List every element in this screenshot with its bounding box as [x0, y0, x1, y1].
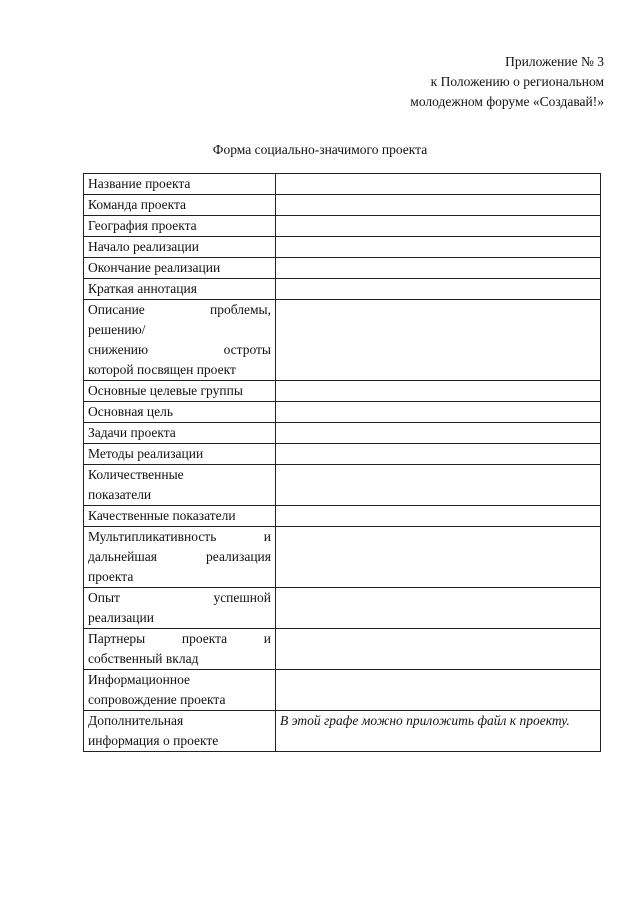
form-row	[84, 300, 601, 381]
form-row-value[interactable]	[276, 465, 601, 506]
form-row-value[interactable]: В этой графе можно приложить файл к проекту.	[276, 711, 601, 752]
form-row	[84, 402, 601, 423]
form-row-value[interactable]	[276, 444, 601, 465]
form-row-label-word: успешной	[213, 590, 271, 605]
form-row-label: Основные целевые группы	[84, 381, 276, 402]
form-row-label-word: Опыт	[88, 590, 120, 605]
form-row-label-word: реализация	[206, 549, 271, 564]
form-row-label-word: Количественные	[88, 467, 184, 482]
form-row-label-line	[88, 629, 271, 649]
form-row-label-word: сопровождение проекта	[88, 692, 226, 707]
form-row-label-word: Партнеры	[88, 631, 146, 646]
form-row	[84, 381, 601, 402]
form-row	[84, 588, 601, 629]
form-row	[84, 258, 601, 279]
form-row-value[interactable]	[276, 279, 601, 300]
form-row-value[interactable]	[276, 258, 601, 279]
form-row-label-word: проблемы,	[210, 302, 271, 317]
form-row-label-line	[88, 485, 271, 505]
form-row-label-line	[88, 608, 271, 628]
form-row-value[interactable]	[276, 174, 601, 195]
form-row-label	[84, 629, 276, 670]
project-form-table	[83, 173, 601, 752]
form-row-label-word: собственный вклад	[88, 651, 199, 666]
form-row-label	[84, 465, 276, 506]
form-row-value[interactable]	[276, 423, 601, 444]
form-row-label-line	[88, 320, 271, 340]
appendix-number: Приложение № 3	[505, 54, 604, 69]
form-row-label-word: снижению	[88, 342, 149, 357]
form-row-label	[84, 670, 276, 711]
form-row	[84, 527, 601, 588]
form-row-value[interactable]	[276, 300, 601, 381]
document-title: Форма социально-значимого проекта	[212, 142, 428, 157]
form-row-label: Название проекта	[84, 174, 276, 195]
form-row-label-word: остроты	[223, 342, 271, 357]
form-row	[84, 444, 601, 465]
form-row	[84, 506, 601, 527]
form-row-value[interactable]	[276, 381, 601, 402]
form-row-label-line	[88, 588, 271, 608]
form-row-label-line	[88, 527, 271, 547]
appendix-forum-name: молодежном форуме «Создавай!»	[410, 94, 604, 109]
form-row-label-line	[88, 731, 271, 751]
form-row-label-word: показатели	[88, 487, 152, 502]
form-row	[84, 423, 601, 444]
form-row-label-word: Описание	[88, 302, 145, 317]
form-row	[84, 237, 601, 258]
form-row-label-line	[88, 670, 271, 690]
form-row-label	[84, 588, 276, 629]
form-row-label: Методы реализации	[84, 444, 276, 465]
form-row-label-word: реализации	[88, 610, 154, 625]
form-row-label-word: которой посвящен проект	[88, 362, 236, 377]
form-row-label-word: проекта	[181, 631, 228, 646]
form-row-label	[84, 300, 276, 381]
form-row-label-line	[88, 300, 271, 320]
form-row-value[interactable]	[276, 402, 601, 423]
form-row-label: Задачи проекта	[84, 423, 276, 444]
form-row-label-line	[88, 711, 271, 731]
form-row-label-word: и	[263, 631, 271, 646]
form-row-value[interactable]	[276, 670, 601, 711]
form-row-label: Основная цель	[84, 402, 276, 423]
form-row-value[interactable]	[276, 527, 601, 588]
form-row-label-line	[88, 340, 271, 360]
form-row-label: География проекта	[84, 216, 276, 237]
form-row-label-word: проекта	[88, 569, 134, 584]
form-row-label-word: Мультипликативность	[88, 529, 217, 544]
form-row-label-word: информация о проекте	[88, 733, 219, 748]
appendix-header	[410, 52, 604, 112]
form-row-value[interactable]	[276, 506, 601, 527]
form-row	[84, 711, 601, 752]
form-row-value[interactable]	[276, 216, 601, 237]
form-row-label-word: решению/	[88, 322, 146, 337]
form-row	[84, 216, 601, 237]
form-row-label-line	[88, 690, 271, 710]
form-row	[84, 465, 601, 506]
form-row-value[interactable]	[276, 195, 601, 216]
form-row-label-word: Информационное	[88, 672, 191, 687]
form-row-label: Краткая аннотация	[84, 279, 276, 300]
form-row-value[interactable]	[276, 237, 601, 258]
form-row	[84, 279, 601, 300]
form-row	[84, 629, 601, 670]
form-row-label-word: и	[263, 529, 271, 544]
appendix-reference: к Положению о региональном	[430, 74, 604, 89]
form-row-label-line	[88, 465, 271, 485]
form-row	[84, 174, 601, 195]
form-row-label: Качественные показатели	[84, 506, 276, 527]
form-row-label-line	[88, 567, 271, 587]
form-row-label-word: Дополнительная	[88, 713, 184, 728]
form-row-label-line	[88, 360, 271, 380]
form-row-label-word: дальнейшая	[88, 549, 157, 564]
form-row-label	[84, 527, 276, 588]
form-row	[84, 195, 601, 216]
form-row-label	[84, 711, 276, 752]
form-row-label: Команда проекта	[84, 195, 276, 216]
form-row	[84, 670, 601, 711]
form-row-label: Окончание реализации	[84, 258, 276, 279]
form-row-label: Начало реализации	[84, 237, 276, 258]
form-row-value[interactable]	[276, 629, 601, 670]
form-row-label-line	[88, 649, 271, 669]
form-row-value[interactable]	[276, 588, 601, 629]
form-row-label-line	[88, 547, 271, 567]
